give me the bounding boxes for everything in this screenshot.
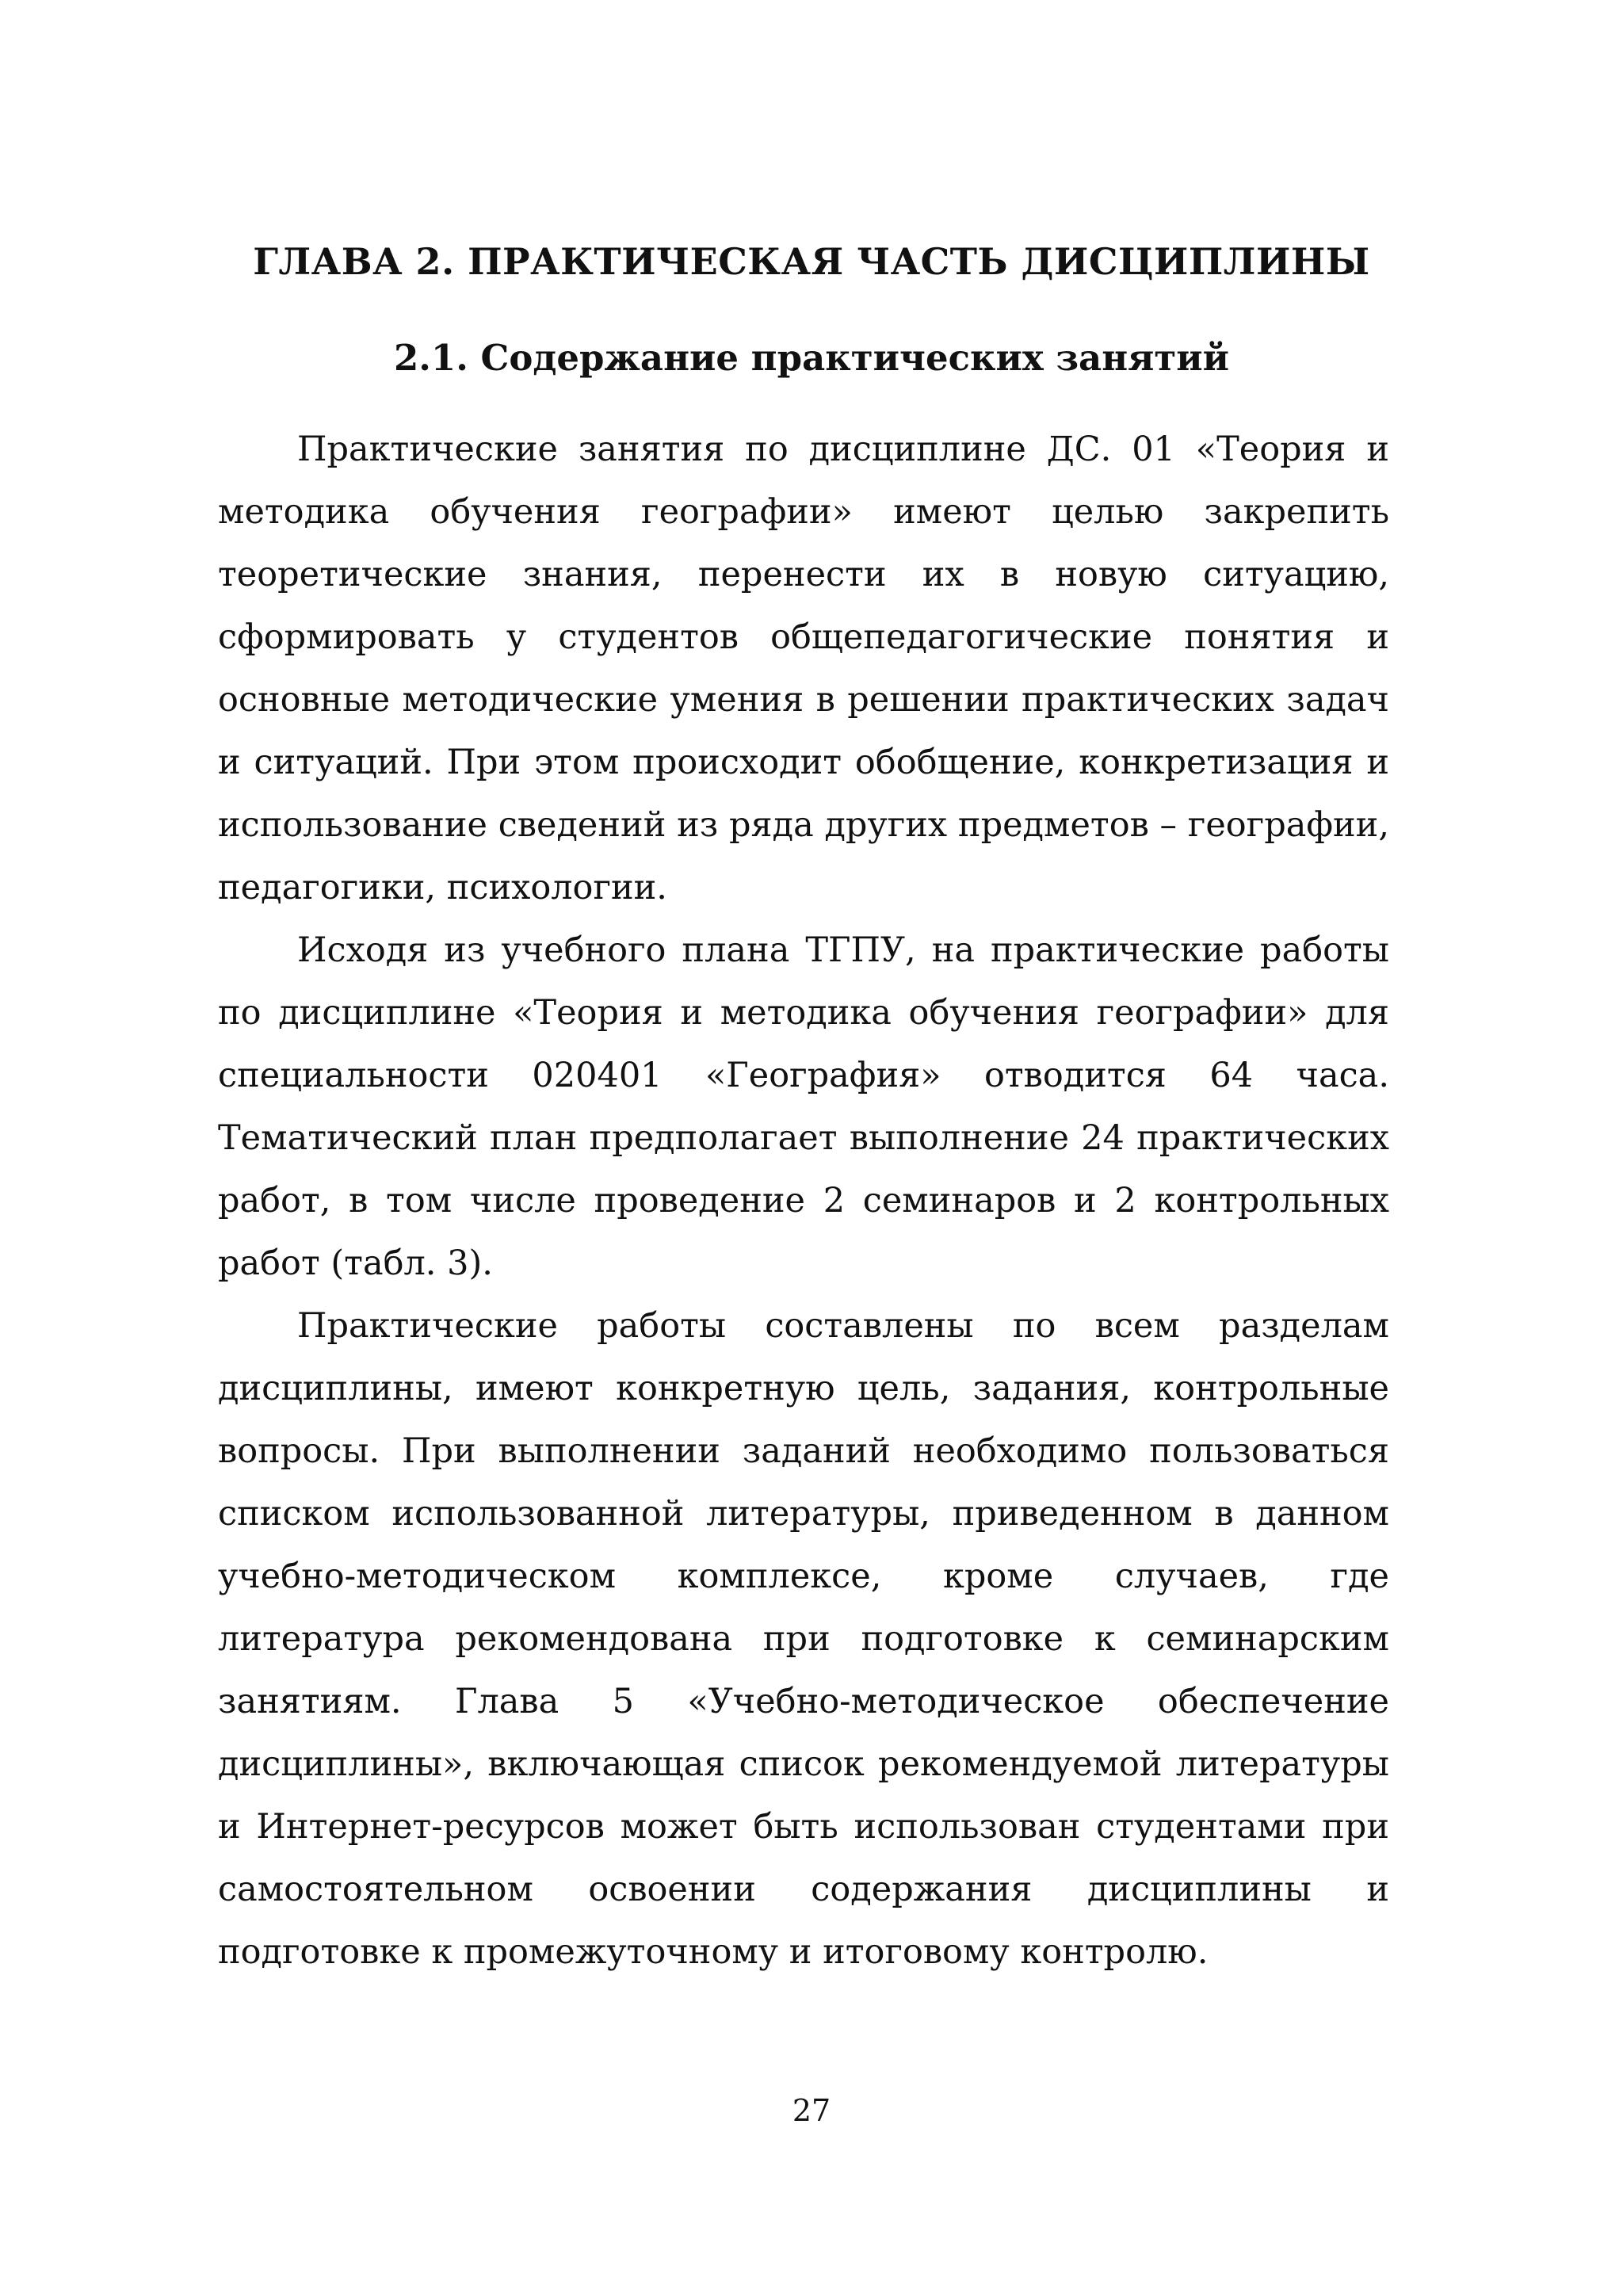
section-title: 2.1. Содержание практических занятий [393, 337, 1230, 379]
chapter-title: ГЛАВА 2. ПРАКТИЧЕСКАЯ ЧАСТЬ ДИСЦИПЛИНЫ [253, 240, 1370, 283]
page-number: 27 [792, 2093, 831, 2128]
paragraph-2: Исходя из учебного плана ТГПУ, на практические работы по дисциплине «Теория и методика обучения географии» для специальности 020401 «География» отводится 64 часа. Тематический план предполагает выполнение 24 практических работ, в том числе проведение 2 семинаров и 2 контрольных работ (табл. 3). [218, 930, 1389, 1283]
body-text [218, 418, 1389, 1984]
paragraph-3: Практические работы составлены по всем разделам дисциплины, имеют конкретную цель, задания, контрольные вопросы. При выполнении заданий необходимо пользоваться списком использованной литературы, приведенном в данном учебно-методическом комплексе, кроме случаев, где литература рекомендована при подготовке к семинарским занятиям. Глава 5 «Учебно-методическое обеспечение дисциплины», включающая список рекомендуемой литературы и Интернет-ресурсов может быть использован студентами при самостоятельном освоении содержания дисциплины и подготовке к промежуточному и итоговому контролю. [218, 1306, 1389, 1972]
paragraph-1: Практические занятия по дисциплине ДС. 01 «Теория и методика обучения географии» имеют целью закрепить теоретические знания, перенести их в новую ситуацию, сформировать у студентов общепедагогические понятия и основные методические умения в решении практических задач и ситуаций. При этом происходит обобщение, конкретизация и использование сведений из ряда других предметов – географии, педагогики, психологии. [218, 430, 1389, 907]
